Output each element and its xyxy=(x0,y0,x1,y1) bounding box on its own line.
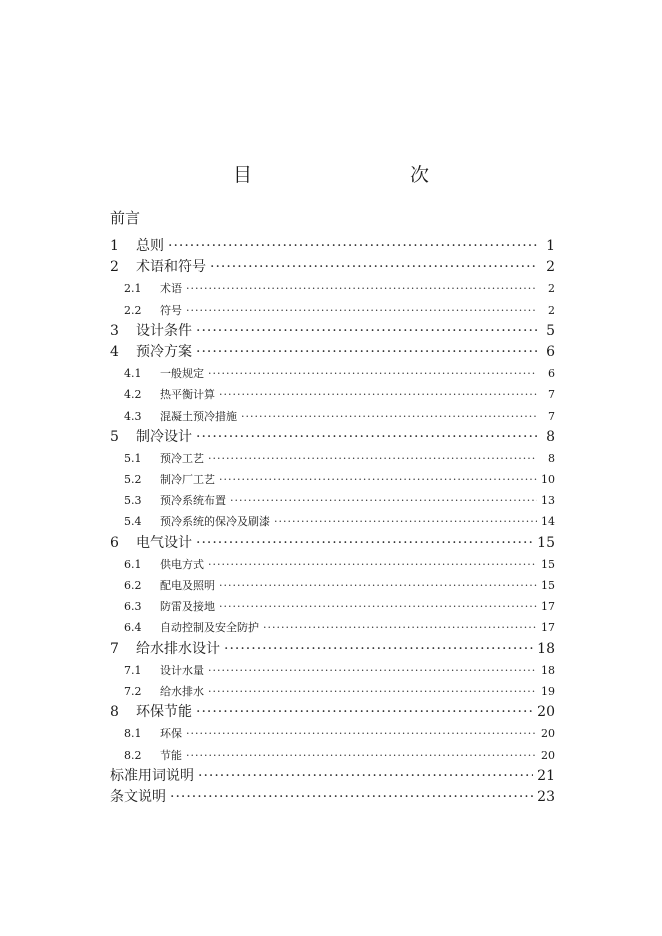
toc-entry-title: 设计条件 xyxy=(136,322,192,339)
toc-entry xyxy=(110,617,555,638)
toc-entry-page: 14 xyxy=(541,515,555,529)
toc-entry xyxy=(110,596,555,617)
table-of-contents xyxy=(110,236,555,808)
toc-entry xyxy=(110,321,555,342)
dot-leader xyxy=(219,596,537,617)
toc-entry xyxy=(110,363,555,384)
toc-entry-page: 15 xyxy=(541,557,555,571)
toc-entry-page: 7 xyxy=(548,388,555,402)
toc-entry xyxy=(110,448,555,469)
toc-entry-title: 设计水量 xyxy=(160,663,204,677)
toc-entry-title: 电气设计 xyxy=(136,534,192,551)
toc-entry-title: 预冷方案 xyxy=(136,343,192,360)
dot-leader xyxy=(241,406,537,427)
toc-entry xyxy=(110,384,555,405)
toc-entry xyxy=(110,469,555,490)
dot-leader xyxy=(186,745,537,766)
dot-leader xyxy=(168,236,537,257)
toc-entry-page: 6 xyxy=(548,367,555,381)
toc-entry xyxy=(110,490,555,511)
toc-entry xyxy=(110,257,555,278)
dot-leader xyxy=(230,490,537,511)
toc-entry-page: 8 xyxy=(546,428,555,445)
toc-entry-page: 15 xyxy=(537,534,555,551)
toc-entry-page: 7 xyxy=(548,409,555,423)
toc-entry-page: 18 xyxy=(537,640,555,657)
toc-entry-page: 17 xyxy=(541,600,555,614)
dot-leader xyxy=(219,384,537,405)
toc-entry-page: 1 xyxy=(546,238,555,254)
toc-entry-title: 术语 xyxy=(160,282,182,296)
toc-entry-number: 4.2 xyxy=(124,388,142,402)
toc-entry xyxy=(110,766,555,787)
dot-leader xyxy=(263,617,537,638)
toc-entry-number: 6 xyxy=(110,534,119,551)
toc-entry-title: 预冷工艺 xyxy=(160,451,204,465)
toc-entry-number: 7.2 xyxy=(124,684,142,698)
toc-entry-number: 3 xyxy=(110,322,119,339)
toc-entry-number: 7.1 xyxy=(124,663,142,677)
toc-entry-number: 5.3 xyxy=(124,494,142,508)
toc-entry-title: 节能 xyxy=(160,748,182,762)
toc-entry-number: 4.3 xyxy=(124,409,142,423)
toc-entry-page: 8 xyxy=(548,451,555,465)
toc-entry-title: 总则 xyxy=(136,238,164,254)
dot-leader xyxy=(196,321,537,342)
toc-entry xyxy=(110,723,555,744)
toc-entry-page: 20 xyxy=(537,704,555,721)
toc-entry-title: 预冷系统布置 xyxy=(160,494,226,508)
dot-leader xyxy=(224,639,533,660)
toc-entry-page: 19 xyxy=(541,684,555,698)
dot-leader xyxy=(196,702,533,723)
toc-entry-title: 术语和符号 xyxy=(136,259,206,276)
toc-entry-number: 1 xyxy=(110,238,119,254)
dot-leader xyxy=(219,469,537,490)
toc-entry xyxy=(110,511,555,532)
toc-entry-page: 21 xyxy=(537,767,555,784)
toc-entry-number: 8.2 xyxy=(124,748,142,762)
toc-entry-number: 6.3 xyxy=(124,600,142,614)
toc-entry xyxy=(110,639,555,660)
toc-entry-title: 条文说明 xyxy=(110,788,166,805)
toc-entry-number: 5 xyxy=(110,428,119,445)
toc-entry-title: 配电及照明 xyxy=(160,579,215,592)
toc-entry-title: 标准用词说明 xyxy=(110,767,194,784)
dot-leader xyxy=(186,278,537,299)
toc-entry-title: 给水排水 xyxy=(160,684,204,698)
toc-entry-title: 制冷厂工艺 xyxy=(160,473,215,487)
dot-leader xyxy=(208,448,537,469)
toc-entry-title: 给水排水设计 xyxy=(136,640,220,657)
dot-leader xyxy=(274,511,537,532)
toc-entry-number: 6.2 xyxy=(124,579,142,592)
preface-heading: 前言 xyxy=(110,209,141,227)
toc-entry-number: 5.4 xyxy=(124,515,142,529)
toc-entry-page: 17 xyxy=(541,621,555,635)
toc-entry-number: 2 xyxy=(110,259,119,276)
toc-entry-number: 8.1 xyxy=(124,727,142,741)
toc-entry-page: 10 xyxy=(541,473,555,487)
toc-entry-page: 13 xyxy=(541,494,555,508)
toc-entry-page: 20 xyxy=(541,727,555,741)
toc-entry-title: 一般规定 xyxy=(160,367,204,381)
toc-entry-title: 制冷设计 xyxy=(136,428,192,445)
toc-entry-page: 6 xyxy=(546,343,555,360)
toc-entry-number: 4 xyxy=(110,343,119,360)
toc-entry xyxy=(110,236,555,257)
dot-leader xyxy=(196,533,533,554)
toc-entry-title: 环保 xyxy=(160,727,182,741)
toc-entry-number: 2.2 xyxy=(124,303,142,317)
toc-entry xyxy=(110,745,555,766)
toc-entry-number: 5.1 xyxy=(124,451,142,465)
dot-leader xyxy=(208,681,537,702)
toc-entry xyxy=(110,533,555,554)
toc-entry-page: 23 xyxy=(537,788,555,805)
toc-entry-title: 预冷系统的保冷及刷漆 xyxy=(160,515,270,529)
dot-leader xyxy=(208,363,537,384)
toc-entry xyxy=(110,702,555,723)
dot-leader xyxy=(196,427,537,448)
toc-entry-number: 8 xyxy=(110,704,119,721)
toc-entry-title: 符号 xyxy=(160,303,182,317)
toc-entry xyxy=(110,278,555,299)
toc-entry xyxy=(110,342,555,363)
dot-leader xyxy=(186,300,537,321)
toc-entry xyxy=(110,575,555,596)
toc-entry-number: 7 xyxy=(110,640,119,657)
toc-entry-page: 15 xyxy=(541,579,555,592)
toc-entry-title: 自动控制及安全防护 xyxy=(160,621,259,635)
toc-entry xyxy=(110,660,555,681)
toc-entry xyxy=(110,427,555,448)
toc-entry xyxy=(110,554,555,575)
toc-entry-number: 2.1 xyxy=(124,282,142,296)
toc-entry-page: 2 xyxy=(548,303,555,317)
dot-leader xyxy=(208,660,537,681)
toc-entry-page: 20 xyxy=(541,748,555,762)
toc-entry-page: 18 xyxy=(541,663,555,677)
toc-entry-page: 5 xyxy=(546,322,555,339)
dot-leader xyxy=(170,787,533,808)
toc-entry-title: 供电方式 xyxy=(160,557,204,571)
dot-leader xyxy=(198,766,533,787)
toc-entry-title: 环保节能 xyxy=(136,704,192,721)
toc-entry-number: 6.4 xyxy=(124,621,142,635)
toc-entry-number: 4.1 xyxy=(124,367,142,381)
toc-entry-title: 混凝土预冷措施 xyxy=(160,409,237,423)
dot-leader xyxy=(219,575,537,596)
dot-leader xyxy=(208,554,537,575)
toc-entry-page: 2 xyxy=(546,259,555,276)
toc-entry-title: 防雷及接地 xyxy=(160,600,215,614)
toc-entry-title: 热平衡计算 xyxy=(160,388,215,402)
toc-entry xyxy=(110,681,555,702)
toc-entry-number: 6.1 xyxy=(124,557,142,571)
toc-entry xyxy=(110,406,555,427)
dot-leader xyxy=(186,723,537,744)
dot-leader xyxy=(196,342,537,363)
toc-entry-number: 5.2 xyxy=(124,473,142,487)
dot-leader xyxy=(210,257,537,278)
toc-entry-page: 2 xyxy=(548,282,555,296)
toc-entry xyxy=(110,787,555,808)
page-title: 目 次 xyxy=(232,164,469,186)
toc-entry xyxy=(110,300,555,321)
